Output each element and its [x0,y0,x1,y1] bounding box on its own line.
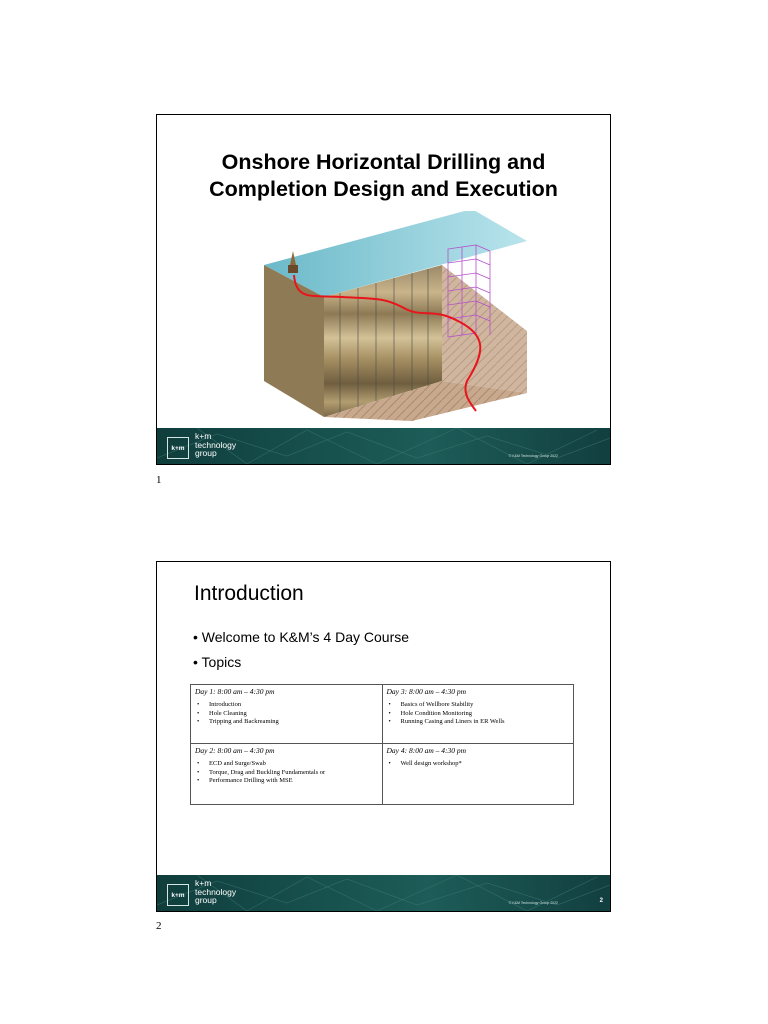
km-logo: k+m [167,437,189,459]
day-2-cell [191,744,383,805]
brand-line-2: technology [195,886,237,897]
list-item: • Hole Cleaning [195,710,378,719]
page-number-2: 2 [156,920,162,932]
page-number-1: 1 [156,474,162,486]
list-item: • Torque, Drag and Buckling Fundamentals or [195,769,378,778]
bullet-topics: • Topics [193,654,242,670]
slide-number: 2 [599,898,603,904]
footer-bar [157,875,610,911]
day-1-cell [191,685,383,744]
brand-line-3: group [195,895,217,905]
day-3-header: Day 3: 8:00 am – 4:30 pm [386,687,467,696]
cutaway-ground [442,265,527,393]
brand-line-2: technology [195,439,237,450]
day-4-header: Day 4: 8:00 am – 4:30 pm [386,746,467,755]
slide-2 [156,561,611,912]
list-item: • Running Casing and Liners in ER Wells [387,718,570,727]
list-item: • Introduction [195,701,378,710]
km-logo: k+m [167,884,189,906]
list-item: • Well design workshop* [387,760,570,769]
day-3-cell [382,685,574,744]
list-item: • Basics of Wellbore Stability [387,701,570,710]
slide-1 [156,114,611,465]
slide-heading: Introduction [194,582,304,605]
list-item: • Tripping and Backreaming [195,718,378,727]
brand-name [195,879,236,905]
day-4-cell [382,744,574,805]
brand-line-1: k+m [195,431,212,441]
bullet-list [193,629,409,679]
day-2-header: Day 2: 8:00 am – 4:30 pm [195,746,275,755]
horizontal-well-illustration [262,211,527,421]
list-item: • ECD and Surge/Swab [195,760,378,769]
list-item: • Performance Drilling with MSE [195,777,378,786]
bullet-welcome: • Welcome to K&M’s 4 Day Course [193,629,410,645]
brand-line-3: group [195,448,217,458]
list-item: • Hole Condition Monitoring [387,710,570,719]
brand-line-1: k+m [195,878,212,888]
slide-title [157,149,610,203]
footer-bar [157,428,610,464]
copyright: © K&M Technology Group 2022 [508,901,558,905]
title-line-1: Onshore Horizontal Drilling and [221,150,546,174]
title-line-2: Completion Design and Execution [209,177,558,201]
copyright: © K&M Technology Group 2022 [508,454,558,458]
brand-name [195,432,236,458]
day-1-header: Day 1: 8:00 am – 4:30 pm [195,687,275,696]
course-schedule-table [190,684,574,805]
